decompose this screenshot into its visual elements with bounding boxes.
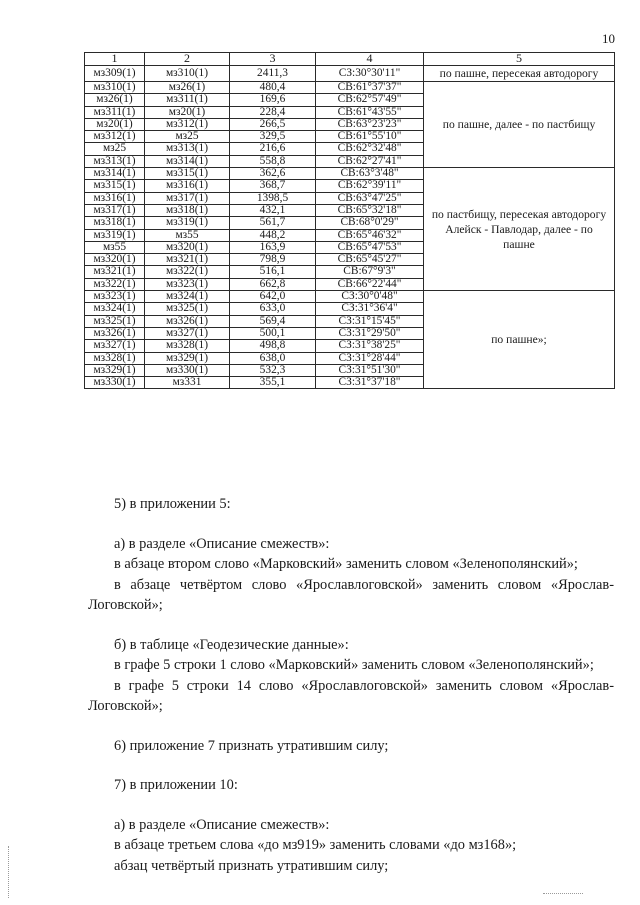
point-to-cell: мз310(1) (145, 66, 230, 82)
distance-cell: 638,0 (230, 352, 316, 364)
edge-dots-decoration (8, 846, 11, 898)
point-from-cell: мз329(1) (85, 364, 145, 376)
bearing-cell: СВ:63°47'25" (316, 192, 424, 204)
paragraph: а) в разделе «Описание смежеств»: (114, 535, 330, 552)
bearing-cell: СЗ:31°38'25" (316, 340, 424, 352)
distance-cell: 1398,5 (230, 192, 316, 204)
point-from-cell: мз315(1) (85, 180, 145, 192)
paragraph: а) в разделе «Описание смежеств»: (114, 816, 330, 833)
distance-cell: 498,8 (230, 340, 316, 352)
distance-cell: 500,1 (230, 327, 316, 339)
bearing-cell: СВ:67°9'3" (316, 266, 424, 278)
distance-cell: 516,1 (230, 266, 316, 278)
distance-cell: 569,4 (230, 315, 316, 327)
point-from-cell: мз310(1) (85, 82, 145, 94)
bearing-cell: СЗ:30°30'11" (316, 66, 424, 82)
bearing-cell: СВ:62°27'41" (316, 155, 424, 167)
bearing-cell: СВ:65°32'18" (316, 204, 424, 216)
table-row (85, 168, 615, 180)
point-to-cell: мз25 (145, 131, 230, 143)
paragraph-gap (88, 796, 614, 815)
distance-cell: 448,2 (230, 229, 316, 241)
paragraph: 6) приложение 7 признать утратившим силу; (114, 737, 389, 754)
distance-cell: 228,4 (230, 106, 316, 118)
bearing-cell: СВ:66°22'44" (316, 278, 424, 290)
point-from-cell: мз316(1) (85, 192, 145, 204)
table-row (85, 291, 615, 303)
bearing-cell: СЗ:31°28'44" (316, 352, 424, 364)
corner-dots-decoration (543, 893, 583, 896)
distance-cell: 362,6 (230, 168, 316, 180)
paragraph: 7) в приложении 10: (114, 777, 238, 793)
point-from-cell: мз55 (85, 241, 145, 253)
distance-cell: 642,0 (230, 291, 316, 303)
point-to-cell: мз319(1) (145, 217, 230, 229)
point-from-cell: мз312(1) (85, 131, 145, 143)
paragraph: в графе 5 строки 14 слово «Ярославлоговской» заменить словом «Ярослав-Логовской»; (88, 677, 614, 714)
point-to-cell: мз313(1) (145, 143, 230, 155)
distance-cell: 798,9 (230, 254, 316, 266)
bearing-cell: СВ:63°3'48" (316, 168, 424, 180)
table-row (85, 66, 615, 82)
point-to-cell: мз328(1) (145, 340, 230, 352)
bearing-cell: СВ:61°55'10" (316, 131, 424, 143)
table-header-row (85, 53, 615, 66)
paragraph-gap (88, 515, 614, 534)
bearing-cell: СВ:62°57'49" (316, 94, 424, 106)
point-from-cell: мз328(1) (85, 352, 145, 364)
distance-cell: 561,7 (230, 217, 316, 229)
point-from-cell: мз319(1) (85, 229, 145, 241)
bearing-cell: СВ:65°45'27" (316, 254, 424, 266)
distance-cell: 355,1 (230, 377, 316, 389)
bearing-cell: СВ:61°43'55" (316, 106, 424, 118)
point-to-cell: мз55 (145, 229, 230, 241)
point-from-cell: мз318(1) (85, 217, 145, 229)
point-to-cell: мз316(1) (145, 180, 230, 192)
point-to-cell: мз322(1) (145, 266, 230, 278)
distance-cell: 163,9 (230, 241, 316, 253)
distance-cell: 558,8 (230, 155, 316, 167)
point-to-cell: мз320(1) (145, 241, 230, 253)
column-header: 4 (316, 53, 424, 66)
geodetic-data-table (84, 52, 615, 389)
distance-cell: 329,5 (230, 131, 316, 143)
bearing-cell: СЗ:31°29'50" (316, 327, 424, 339)
column-header: 3 (230, 53, 316, 66)
point-to-cell: мз325(1) (145, 303, 230, 315)
point-from-cell: мз323(1) (85, 291, 145, 303)
boundary-description-cell: по пашне, далее - по пастбищу (424, 82, 615, 168)
column-header: 1 (85, 53, 145, 66)
point-from-cell: мз314(1) (85, 168, 145, 180)
boundary-description-cell: по пашне, пересекая автодорогу (424, 66, 615, 82)
bearing-cell: СЗ:31°36'4" (316, 303, 424, 315)
point-to-cell: мз312(1) (145, 118, 230, 130)
point-to-cell: мз326(1) (145, 315, 230, 327)
distance-cell: 532,3 (230, 364, 316, 376)
table-body (85, 53, 615, 389)
distance-cell: 662,8 (230, 278, 316, 290)
column-header: 5 (424, 53, 615, 66)
bearing-cell: СВ:62°39'11" (316, 180, 424, 192)
paragraph-gap (88, 756, 614, 775)
bearing-cell: СВ:68°0'29" (316, 217, 424, 229)
bearing-cell: СВ:65°47'53" (316, 241, 424, 253)
point-from-cell: мз324(1) (85, 303, 145, 315)
point-to-cell: мз327(1) (145, 327, 230, 339)
bearing-cell: СВ:65°46'32" (316, 229, 424, 241)
point-from-cell: мз20(1) (85, 118, 145, 130)
paragraph: в абзаце втором слово «Марковский» заменить словом «Зеленополянский»; (114, 556, 578, 572)
distance-cell: 169,6 (230, 94, 316, 106)
boundary-description-cell: по пашне»; (424, 291, 615, 389)
point-to-cell: мз318(1) (145, 204, 230, 216)
point-to-cell: мз330(1) (145, 364, 230, 376)
bearing-cell: СЗ:31°51'30" (316, 364, 424, 376)
amendment-text (88, 494, 614, 876)
point-from-cell: мз313(1) (85, 155, 145, 167)
paragraph: 5) в приложении 5: (114, 496, 231, 512)
paragraph: в абзаце четвёртом слово «Ярославлоговской» заменить словом «Ярослав-Логовской»; (88, 576, 614, 613)
distance-cell: 480,4 (230, 82, 316, 94)
column-header: 2 (145, 53, 230, 66)
paragraph: в графе 5 строки 1 слово «Марковский» заменить словом «Зеленополянский»; (114, 657, 594, 673)
distance-cell: 216,6 (230, 143, 316, 155)
point-to-cell: мз323(1) (145, 278, 230, 290)
paragraph: в абзаце третьем слова «до мз919» заменить словами «до мз168»; (114, 837, 517, 853)
bearing-cell: СЗ:31°15'45" (316, 315, 424, 327)
distance-cell: 368,7 (230, 180, 316, 192)
point-from-cell: мз311(1) (85, 106, 145, 118)
point-to-cell: мз329(1) (145, 352, 230, 364)
bearing-cell: СЗ:30°0'48" (316, 291, 424, 303)
distance-cell: 432,1 (230, 204, 316, 216)
boundary-description-cell: по пастбищу, пересекая автодорогу Алейск - Павлодар, далее - по пашне (424, 168, 615, 291)
point-from-cell: мз326(1) (85, 327, 145, 339)
point-to-cell: мз315(1) (145, 168, 230, 180)
point-to-cell: мз317(1) (145, 192, 230, 204)
paragraph: абзац четвёртый признать утратившим силу; (114, 857, 389, 874)
point-from-cell: мз26(1) (85, 94, 145, 106)
bearing-cell: СВ:61°37'37" (316, 82, 424, 94)
page-number: 10 (602, 31, 615, 46)
bearing-cell: СВ:62°32'48" (316, 143, 424, 155)
point-to-cell: мз321(1) (145, 254, 230, 266)
paragraph-gap (88, 616, 614, 635)
point-to-cell: мз26(1) (145, 82, 230, 94)
point-from-cell: мз317(1) (85, 204, 145, 216)
paragraph: б) в таблице «Геодезические данные»: (114, 636, 349, 653)
point-from-cell: мз322(1) (85, 278, 145, 290)
distance-cell: 633,0 (230, 303, 316, 315)
point-from-cell: мз320(1) (85, 254, 145, 266)
distance-cell: 266,5 (230, 118, 316, 130)
table-row (85, 82, 615, 94)
bearing-cell: СЗ:31°37'18" (316, 377, 424, 389)
distance-cell: 2411,3 (230, 66, 316, 82)
point-from-cell: мз321(1) (85, 266, 145, 278)
bearing-cell: СВ:63°23'23" (316, 118, 424, 130)
point-to-cell: мз314(1) (145, 155, 230, 167)
point-from-cell: мз327(1) (85, 340, 145, 352)
point-to-cell: мз331 (145, 377, 230, 389)
paragraph-gap (88, 717, 614, 736)
point-to-cell: мз324(1) (145, 291, 230, 303)
point-from-cell: мз25 (85, 143, 145, 155)
point-from-cell: мз330(1) (85, 377, 145, 389)
point-from-cell: мз309(1) (85, 66, 145, 82)
point-to-cell: мз20(1) (145, 106, 230, 118)
point-to-cell: мз311(1) (145, 94, 230, 106)
point-from-cell: мз325(1) (85, 315, 145, 327)
